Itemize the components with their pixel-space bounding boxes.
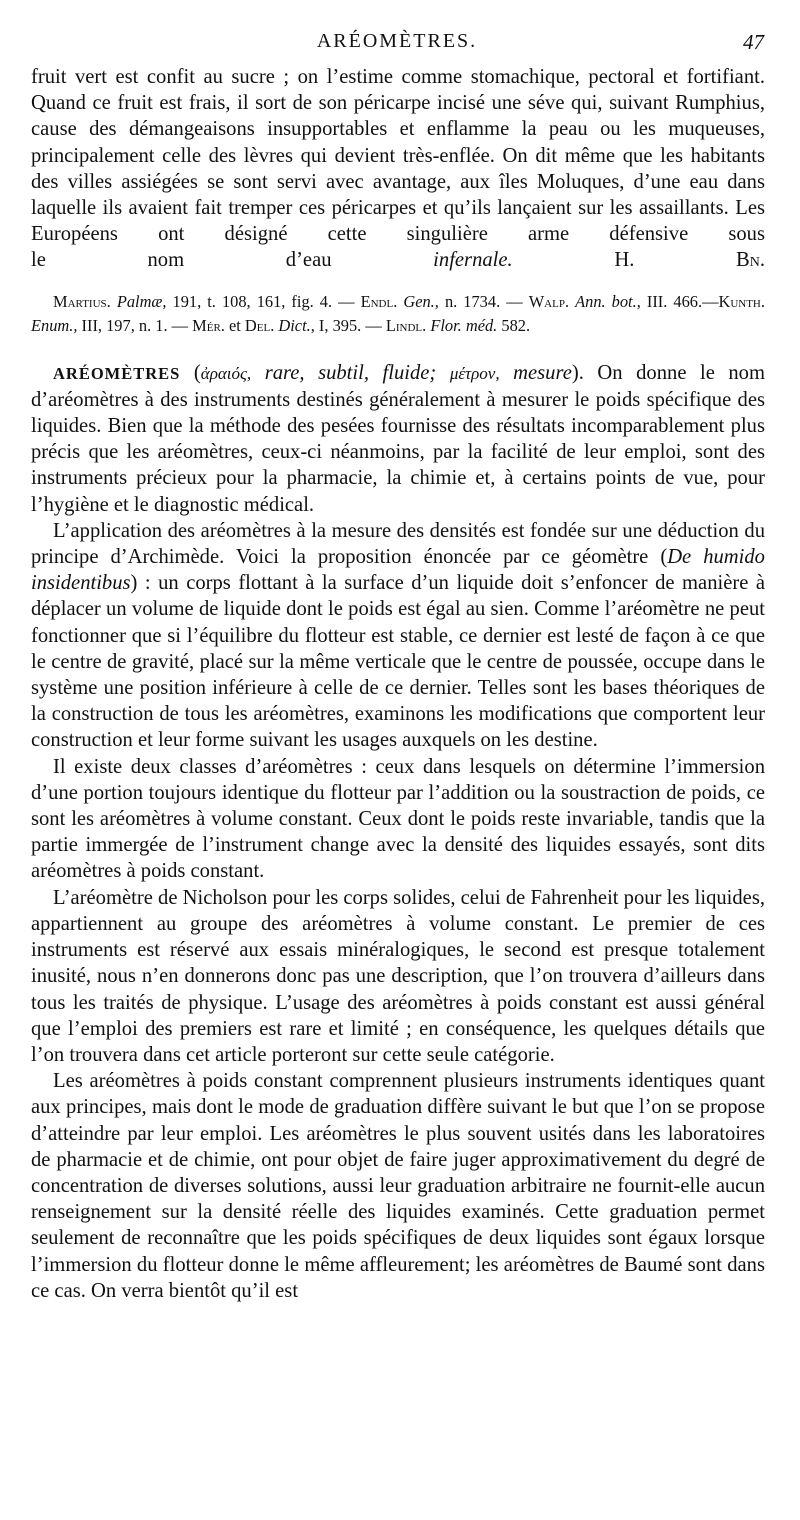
ref-detail: 582.: [497, 315, 531, 335]
page-header: [30, 30, 764, 60]
etymology-open: (: [180, 361, 201, 384]
running-title: ARÉOMÈTRES.: [316, 30, 478, 52]
ref-title: Enum.,: [31, 315, 78, 335]
author-signature: H. Bn.: [614, 249, 765, 272]
intro-text: On donne le nom d’aréomètres à des instruments destinés généralement à mesurer le poids spécifique des liquides. Bien que la méthode des pesées fournisse des résultats incomparablement plus précis que les aréomètres, ceux-ci néanmoins, par la facilité de leur emploi, sont des instruments précieux pour la pharmacie, la chimie et, à certains points de vue, pour l’hygiène et le diagnostic médical.: [31, 361, 766, 516]
ref-detail: et: [224, 315, 245, 335]
etymology-gloss-2: mesure: [499, 361, 572, 384]
bibliography-references: [31, 290, 765, 338]
paragraph-archimedes: [31, 518, 765, 754]
continuation-last-line: [31, 247, 765, 273]
article-intro-paragraph: [31, 360, 765, 518]
etymology-close: ).: [571, 361, 598, 384]
paragraph-classes: Il existe deux classes d’aréomètres : ceux dans lesquels on détermine l’immersion d’une portion toujours identique du flotteur par l’addition ou la soustraction de poids, ce sont les aréomètres à volume constant. Ceux dont le poids reste invariable, tandis que la partie immergée de l’instrument change avec la densité des liquides essayés, sont dits aréomètres à poids constant.: [31, 755, 765, 883]
ref-detail: III. 466.—: [640, 291, 719, 311]
ref-detail: III, 197, n. 1. —: [77, 315, 193, 335]
ref-title: Dict.,: [278, 315, 315, 335]
latin-title: De humido insidentibus: [31, 546, 765, 595]
paragraph-text: ) : un corps flottant à la surface d’un liquide doit s’enfoncer de manière à déplacer un volume de liquide dont le poids est égal au sien. Comme l’aréomètre ne peut fonctionner que si l’équilibre du flotteur est stable, ce dernier est lesté de façon à ce que le centre de gravité, placé sur la même verticale que le centre de poussée, occupe dans le système une position inférieure à celle de ce dernier. Telles sont les bases théoriques de la construction de tous les aréomètres, examinons les modifications que comportent leur construction et leur forme suivant les usages auxquels on les destine.: [31, 572, 765, 752]
ref-detail: I, 395. —: [314, 315, 386, 335]
continuation-paragraph: [31, 64, 765, 247]
continuation-last-line-prefix: le nom d’eau: [31, 249, 434, 272]
ref-title: Flor. méd.: [430, 315, 498, 335]
ref-author: Kunth.: [718, 291, 765, 311]
ref-detail: 191, t. 108, 161, fig. 4. —: [166, 291, 361, 311]
continuation-text: fruit vert est confit au sucre ; on l’estime comme stomachique, pectoral et fortifiant. Quand ce fruit est frais, il sort de son péricarpe incisé une séve qui, suivant Rumphius, cause des démangeaisons insupportables et enflamme la peau ou les muqueuses, principalement celle des lèvres qui devient très-enflée. On dit même que les habitants des villes assiégées se sont servi avec avantage, aux îles Moluques, d’une eau dans laquelle ils avaient fait tremper ces péricarpes et qu’ils lançaient sur les assaillants. Les Européens ont désigné cette singulière arme défensive sous: [31, 66, 765, 246]
ref-title: Palmæ,: [116, 291, 167, 311]
paragraph-volume-constant: L’aréomètre de Nicholson pour les corps solides, celui de Fahrenheit pour les liquides, appartiennent au groupe des aréomètres à volume constant. Le premier de ces instruments est réservé aux essais minéralogiques, le second est presque totalement inusité, nous n’en donnerons donc pas une description, que l’on trouvera d’ailleurs dans tous les traités de physique. L’usage des aréomètres à poids constant est aussi général que l’emploi des premiers est rare et limité ; en conséquence, les quelques détails que l’on trouvera dans cet article porteront sur cette seule catégorie.: [31, 886, 765, 1066]
ref-title: Gen.,: [403, 291, 439, 311]
ref-title: Ann. bot.,: [575, 291, 641, 311]
page-body: [31, 64, 765, 1304]
ref-author: Lindl.: [385, 315, 427, 335]
etymology-gloss-1: rare, subtil, fluide;: [251, 361, 450, 384]
ref-author: Mér.: [192, 315, 225, 335]
ref-author: Walp.: [528, 291, 570, 311]
etymology-greek-2: μέτρον,: [449, 363, 500, 383]
paragraph-poids-constant: Les aréomètres à poids constant comprennent plusieurs instruments identiques quant aux principes, mais dont le mode de graduation diffère suivant le but que l’on se propose d’atteindre par leur emploi. Les aréomètres le plus souvent usités dans les laboratoires de pharmacie et de chimie, ont pour objet de faire juger approximativement du degré de concentration de diverses solutions, aussi leur graduation arbitraire ne fournit-elle aucun renseignement sur la densité réelle des liquides examinés. Cette graduation permet seulement de reconnaître que les poids spécifiques de deux liquides sont égaux lorsque l’immersion du flotteur donne le même affleurement; les aréomètres de Baumé sont dans ce cas. On verra bientôt qu’il est: [31, 1070, 765, 1302]
ref-author: Endl.: [360, 291, 398, 311]
continuation-italic-word: infernale.: [433, 249, 513, 272]
ref-author: Del.: [244, 315, 275, 335]
ref-author: Martius.: [53, 291, 111, 311]
page-number: 47: [743, 30, 764, 54]
article-headword: ARÉOMÈTRES: [53, 363, 181, 383]
paragraph-text: L’application des aréomètres à la mesure des densités est fondée sur une déduction du principe d’Archimède. Voici la proposition énoncée par ce géomètre (: [31, 519, 765, 569]
ref-detail: n. 1734. —: [438, 291, 529, 311]
etymology-greek-1: ἀραιός,: [200, 363, 252, 383]
